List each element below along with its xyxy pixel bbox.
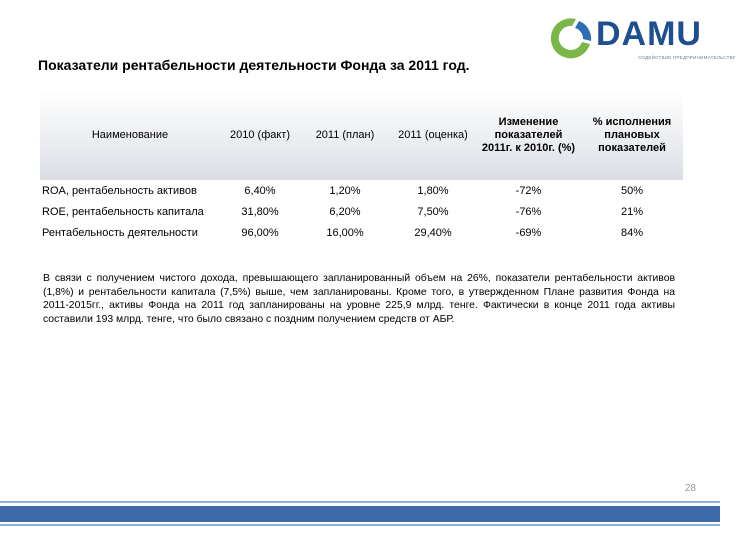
cell-2010-fact: 6,40% xyxy=(244,184,276,197)
header-plan-execution: % исполнения плановых показателей xyxy=(592,115,672,154)
cell-2011-plan: 6,20% xyxy=(329,205,361,218)
table-header-row xyxy=(40,90,683,180)
damu-logo xyxy=(546,14,736,62)
cell-name: ROA, рентабельность активов xyxy=(42,184,197,197)
header-2011-plan: 2011 (план) xyxy=(315,128,375,141)
profitability-table xyxy=(40,90,683,243)
table-row xyxy=(40,222,683,243)
cell-2011-estimate: 29,40% xyxy=(414,226,452,239)
table-row xyxy=(40,201,683,222)
header-2011-estimate: 2011 (оценка) xyxy=(398,128,468,141)
cell-name: Рентабельность деятельности xyxy=(42,226,198,239)
header-2010-fact: 2010 (факт) xyxy=(230,128,290,141)
cell-change: -76% xyxy=(515,205,542,218)
header-name: Наименование xyxy=(91,128,169,141)
cell-2011-estimate: 1,80% xyxy=(417,184,449,197)
cell-2010-fact: 31,80% xyxy=(241,205,279,218)
header-change: Изменение показателей 2011г. к 2010г. (%) xyxy=(481,115,576,154)
cell-plan-execution: 50% xyxy=(620,184,644,197)
cell-2010-fact: 96,00% xyxy=(241,226,279,239)
logo-text: DAMU xyxy=(596,15,702,53)
damu-logo-mark-icon xyxy=(546,14,596,62)
cell-name: ROE, рентабельность капитала xyxy=(42,205,204,218)
cell-2011-plan: 16,00% xyxy=(326,226,364,239)
footer-rule-bottom xyxy=(0,524,720,526)
page-number: 28 xyxy=(684,483,696,494)
cell-2011-plan: 1,20% xyxy=(329,184,361,197)
cell-plan-execution: 84% xyxy=(620,226,644,239)
cell-change: -72% xyxy=(515,184,542,197)
page-title: Показатели рентабельности деятельности Фонда за 2011 год. xyxy=(38,57,470,73)
footer-rule-top xyxy=(0,501,720,503)
cell-change: -69% xyxy=(515,226,542,239)
commentary-paragraph: В связи с получением чистого дохода, превышающего запланированный объем на 26%, показатели рентабельности активов (1,8%) и рентабельности капитала (7,5%) выше, чем запланированы. Кроме того, в утвержденном Плане развития Фонда на 2011-2015гг., активы Фонда на 2011 год запланированы на уровне 225,9 млрд. тенге. Фактически в конце 2011 года активы составили 193 млрд. тенге, что было связано с поздним получением средств от АБР. xyxy=(43,273,675,325)
cell-plan-execution: 21% xyxy=(620,205,644,218)
logo-tagline: СОДЕЙСТВИЕ ПРЕДПРИНИМАТЕЛЬСТВУ xyxy=(638,55,736,60)
table-row xyxy=(40,180,683,201)
cell-2011-estimate: 7,50% xyxy=(417,205,449,218)
footer-band xyxy=(0,506,720,522)
